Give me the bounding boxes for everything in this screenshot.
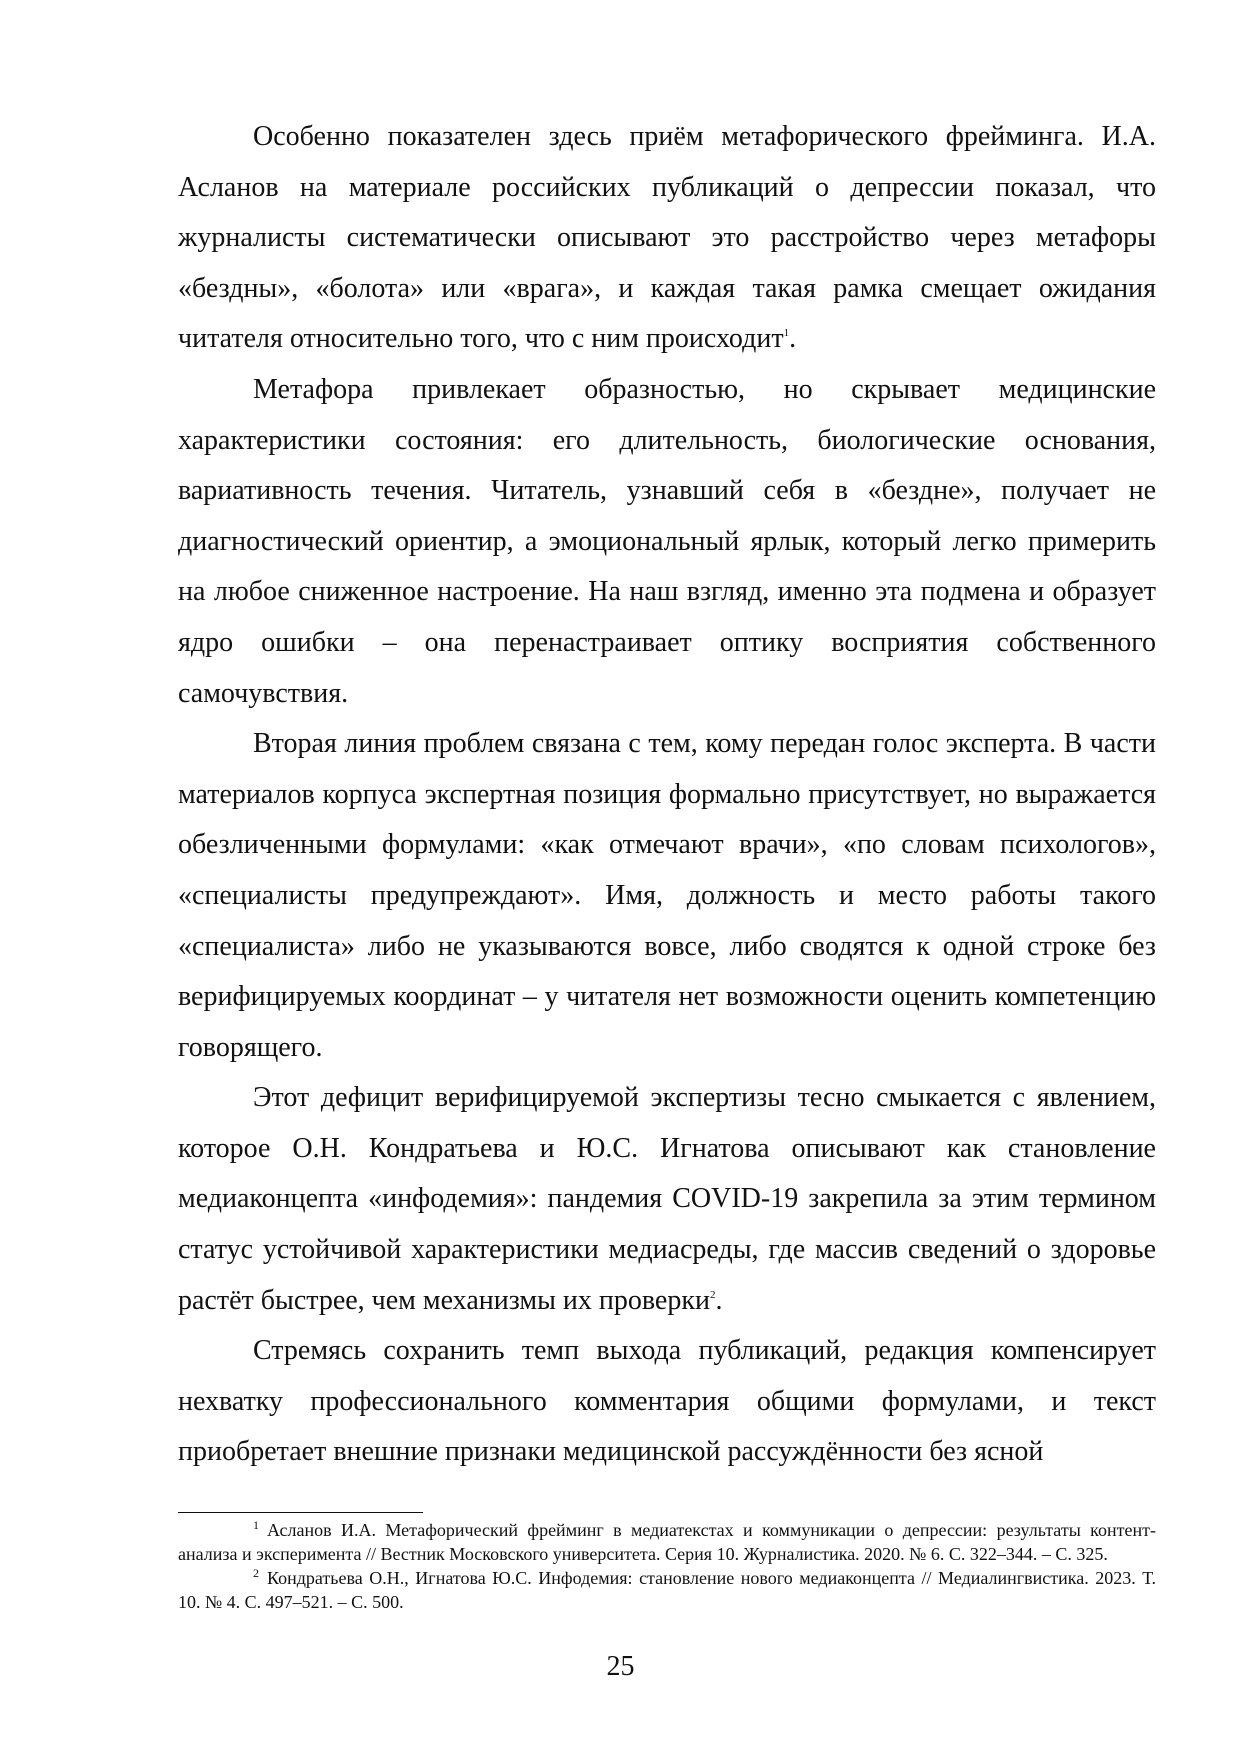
paragraph-1 [178,112,1156,365]
footnote-2 [178,1566,1156,1614]
paragraph-3-text: Вторая линия проблем связана с тем, кому передан голос эксперта. В части материалов корпуса экспертная позиция формально присутствует, но выражается обезличенными формулами: «как отмечают врачи», «по словам психологов», «специалисты предупреждают». Имя, должность и место работы такого «специалиста» либо не указываются вовсе, либо сводятся к одной строке без верифицируемых координат – у читателя нет возможности оценить компетенцию говорящего. [178,728,1156,1063]
paragraph-2 [178,365,1156,719]
body-text [178,112,1156,1478]
paragraph-5 [178,1326,1156,1478]
paragraph-1-text: Особенно показателен здесь приём метафорического фрейминга. И.А. Асланов на материале российских публикаций о депрессии показал, что журналисты систематически описывают это расстройство через метафоры «бездны», «болота» или «врага», и каждая такая рамка смещает ожидания читателя относительно того, что с ним происходит [178,121,1156,355]
paragraph-1-tail: . [789,323,797,355]
footnote-2-number: 2 [253,1566,259,1580]
footnote-2-text: Кондратьева О.Н., Игнатова Ю.С. Инфодемия: становление нового медиаконцепта // Медиалингвистика. 2023. Т. 10. № 4. С. 497–521. – С. 500. [178,1568,1156,1612]
footnote-separator [178,1512,423,1513]
paragraph-2-text: Метафора привлекает образностью, но скрывает медицинские характеристики состояния: его длительность, биологические основания, вариативность течения. Читатель, узнавший себя в «бездне», получает не диагностический ориентир, а эмоциональный ярлык, который легко примерить на любое сниженное настроение. На наш взгляд, именно эта подмена и образует ядро ошибки – она перенастраивает оптику восприятия собственного самочувствия. [178,373,1156,709]
footnote-1-text: Асланов И.А. Метафорический фрейминг в медиатекстах и коммуникации о депрессии: результаты контент-анализа и эксперимента // Вестник Московского университета. Серия 10. Журналистика. 2020. № 6. С. 322–344. – С. 325. [178,1520,1156,1564]
footnote-ref-1[interactable]: 1 [783,327,790,340]
footnote-1 [178,1518,1156,1566]
footnote-1-number: 1 [253,1518,259,1532]
paragraph-4-tail: . [715,1284,723,1316]
paragraph-4-text: Этот дефицит верифицируемой экспертизы тесно смыкается с явлением, которое О.Н. Кондратьева и Ю.С. Игнатова описывают как становление медиаконцепта «инфодемия»: пандемия COVID-19 закрепила за этим термином статус устойчивой характеристики медиасреды, где массив сведений о здоровье растёт быстрее, чем механизмы их проверки [178,1082,1156,1316]
paragraph-4 [178,1073,1156,1326]
footnotes [178,1518,1156,1614]
footnote-ref-2[interactable]: 2 [709,1288,716,1301]
page-number: 25 [606,1651,635,1682]
paragraph-3 [178,719,1156,1073]
paragraph-5-text: Стремясь сохранить темп выхода публикаций, редакция компенсирует нехватку профессионального комментария общими формулами, и текст приобретает внешние признаки медицинской рассуждённости без ясной [178,1335,1156,1468]
